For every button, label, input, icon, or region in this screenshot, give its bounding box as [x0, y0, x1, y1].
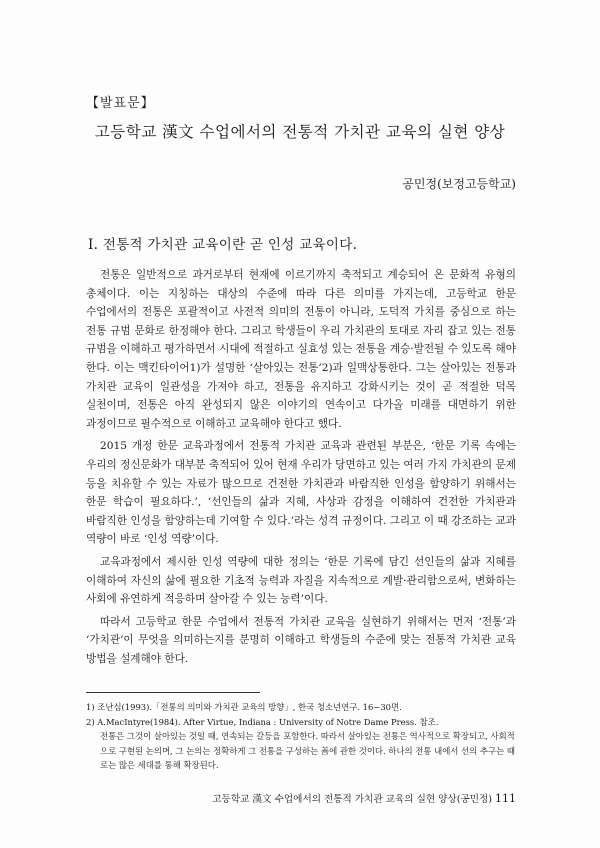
page-number: 111	[495, 792, 516, 805]
footnotes	[86, 700, 516, 773]
footnote-2-continuation: 전통은 그것이 살아있는 것일 때, 연속되는 갈등을 포함한다. 따라서 살아있는 전통은 역사적으로 확장되고, 사회적으로 구현된 논의며, 그 논의는 정확하게 그 전통을 구성하는 善에 관한 것이다. 하나의 전통 내에서 선의 추구는 때로는 많은 세대를 통해 확장된다.	[100, 731, 515, 770]
running-title: 고등학교 漢文 수업에서의 전통적 가치관 교육의 실현 양상(공민정)	[212, 794, 492, 805]
footnote-divider	[86, 692, 260, 693]
paragraph: 2015 개정 한문 교육과정에서 전통적 가치관 교육과 관련된 부분은, ‘한문 기록 속에는 우리의 정신문화가 대부분 축적되어 있어 현재 우리가 당면하고 있는 여러 가지 가치관의 문제 등을 치유할 수 있는 자료가 많으므로 건전한 가치관과 바람직한 인성을 함양하기 위해서는 한문 학습이 필요하다.’, ‘선인들의 삶과 지혜, 사상과 감정을 이해하여 건전한 가치관과 바람직한 인성을 함양하는데 기여할 수 있다.’라는 성격 규정이다. 그리고 이 때 강조하는 교과 역량이 바로 ‘인성 역량’이다.	[86, 440, 516, 546]
footnote-2: 2) A.MacIntyre(1984). After Virtue, Indiana : University of Notre Dame Press. 참조.	[86, 716, 439, 727]
paragraph: 전통은 일반적으로 과거로부터 현재에 이르기까지 축적되고 계승되어 온 문화적 유형의 총체이다. 이는 지칭하는 대상의 수준에 따라 다른 의미를 가지는데, 고등학교 한문 수업에서의 전통은 포괄적이고 사전적 의미의 전통이 아니라, 도덕적 가치를 중심으로 하는 전통 규범 문화로 한정해야 한다. 그리고 학생들이 우리 가치관의 토대로 자리 잡고 있는 전통 규범을 이해하고 평가하면서 시대에 적절하고 실효성 있는 전통을 계승·발전될 수 있도록 해야 한다. 이는 맥킨타이어1)가 설명한 ‘살아있는 전통’2)과 일맥상통한다. 그는 살아있는 전통과 가치관 교육이 일관성을 가져야 하고, 전통을 유지하고 강화시키는 것이 곧 적절한 덕목 실천이며, 전통은 아직 완성되지 않은 이야기의 연속이고 다가올 미래를 대면하기 위한 과정이므로 필수적으로 이해하고 교육해야 한다고 했다.	[86, 269, 516, 430]
author-line: 공민정(보정고등학교)	[402, 177, 516, 191]
page-title: 고등학교 漢文 수업에서의 전통적 가치관 교육의 실현 양상	[94, 123, 506, 141]
body-text	[86, 266, 516, 672]
paragraph: 따라서 고등학교 한문 수업에서 전통적 가치관 교육을 실현하기 위해서는 먼저 ‘전통’과 ‘가치관’이 무엇을 의미하는지를 분명히 이해하고 학생들의 수준에 맞는 전통적 가치관 교육 방법을 설계해야 한다.	[86, 615, 516, 665]
section-heading: Ⅰ. 전통적 가치관 교육이란 곧 인성 교육이다.	[88, 237, 358, 253]
document-tag: 【발표문】	[86, 96, 155, 111]
running-footer	[212, 791, 516, 805]
paragraph: 교육과정에서 제시한 인성 역량에 대한 정의는 ‘한문 기록에 담긴 선인들의 삶과 지혜를 이해하여 자신의 삶에 필요한 기초적 능력과 자질을 지속적으로 계발·관리함으로써, 변화하는 사회에 유연하게 적응하며 살아갈 수 있는 능력’이다.	[86, 555, 516, 606]
footnote-1: 1) 조난심(1993).「전통의 의미와 가치관 교육의 방향」, 한국 청소년연구. 16~30면.	[86, 702, 402, 712]
